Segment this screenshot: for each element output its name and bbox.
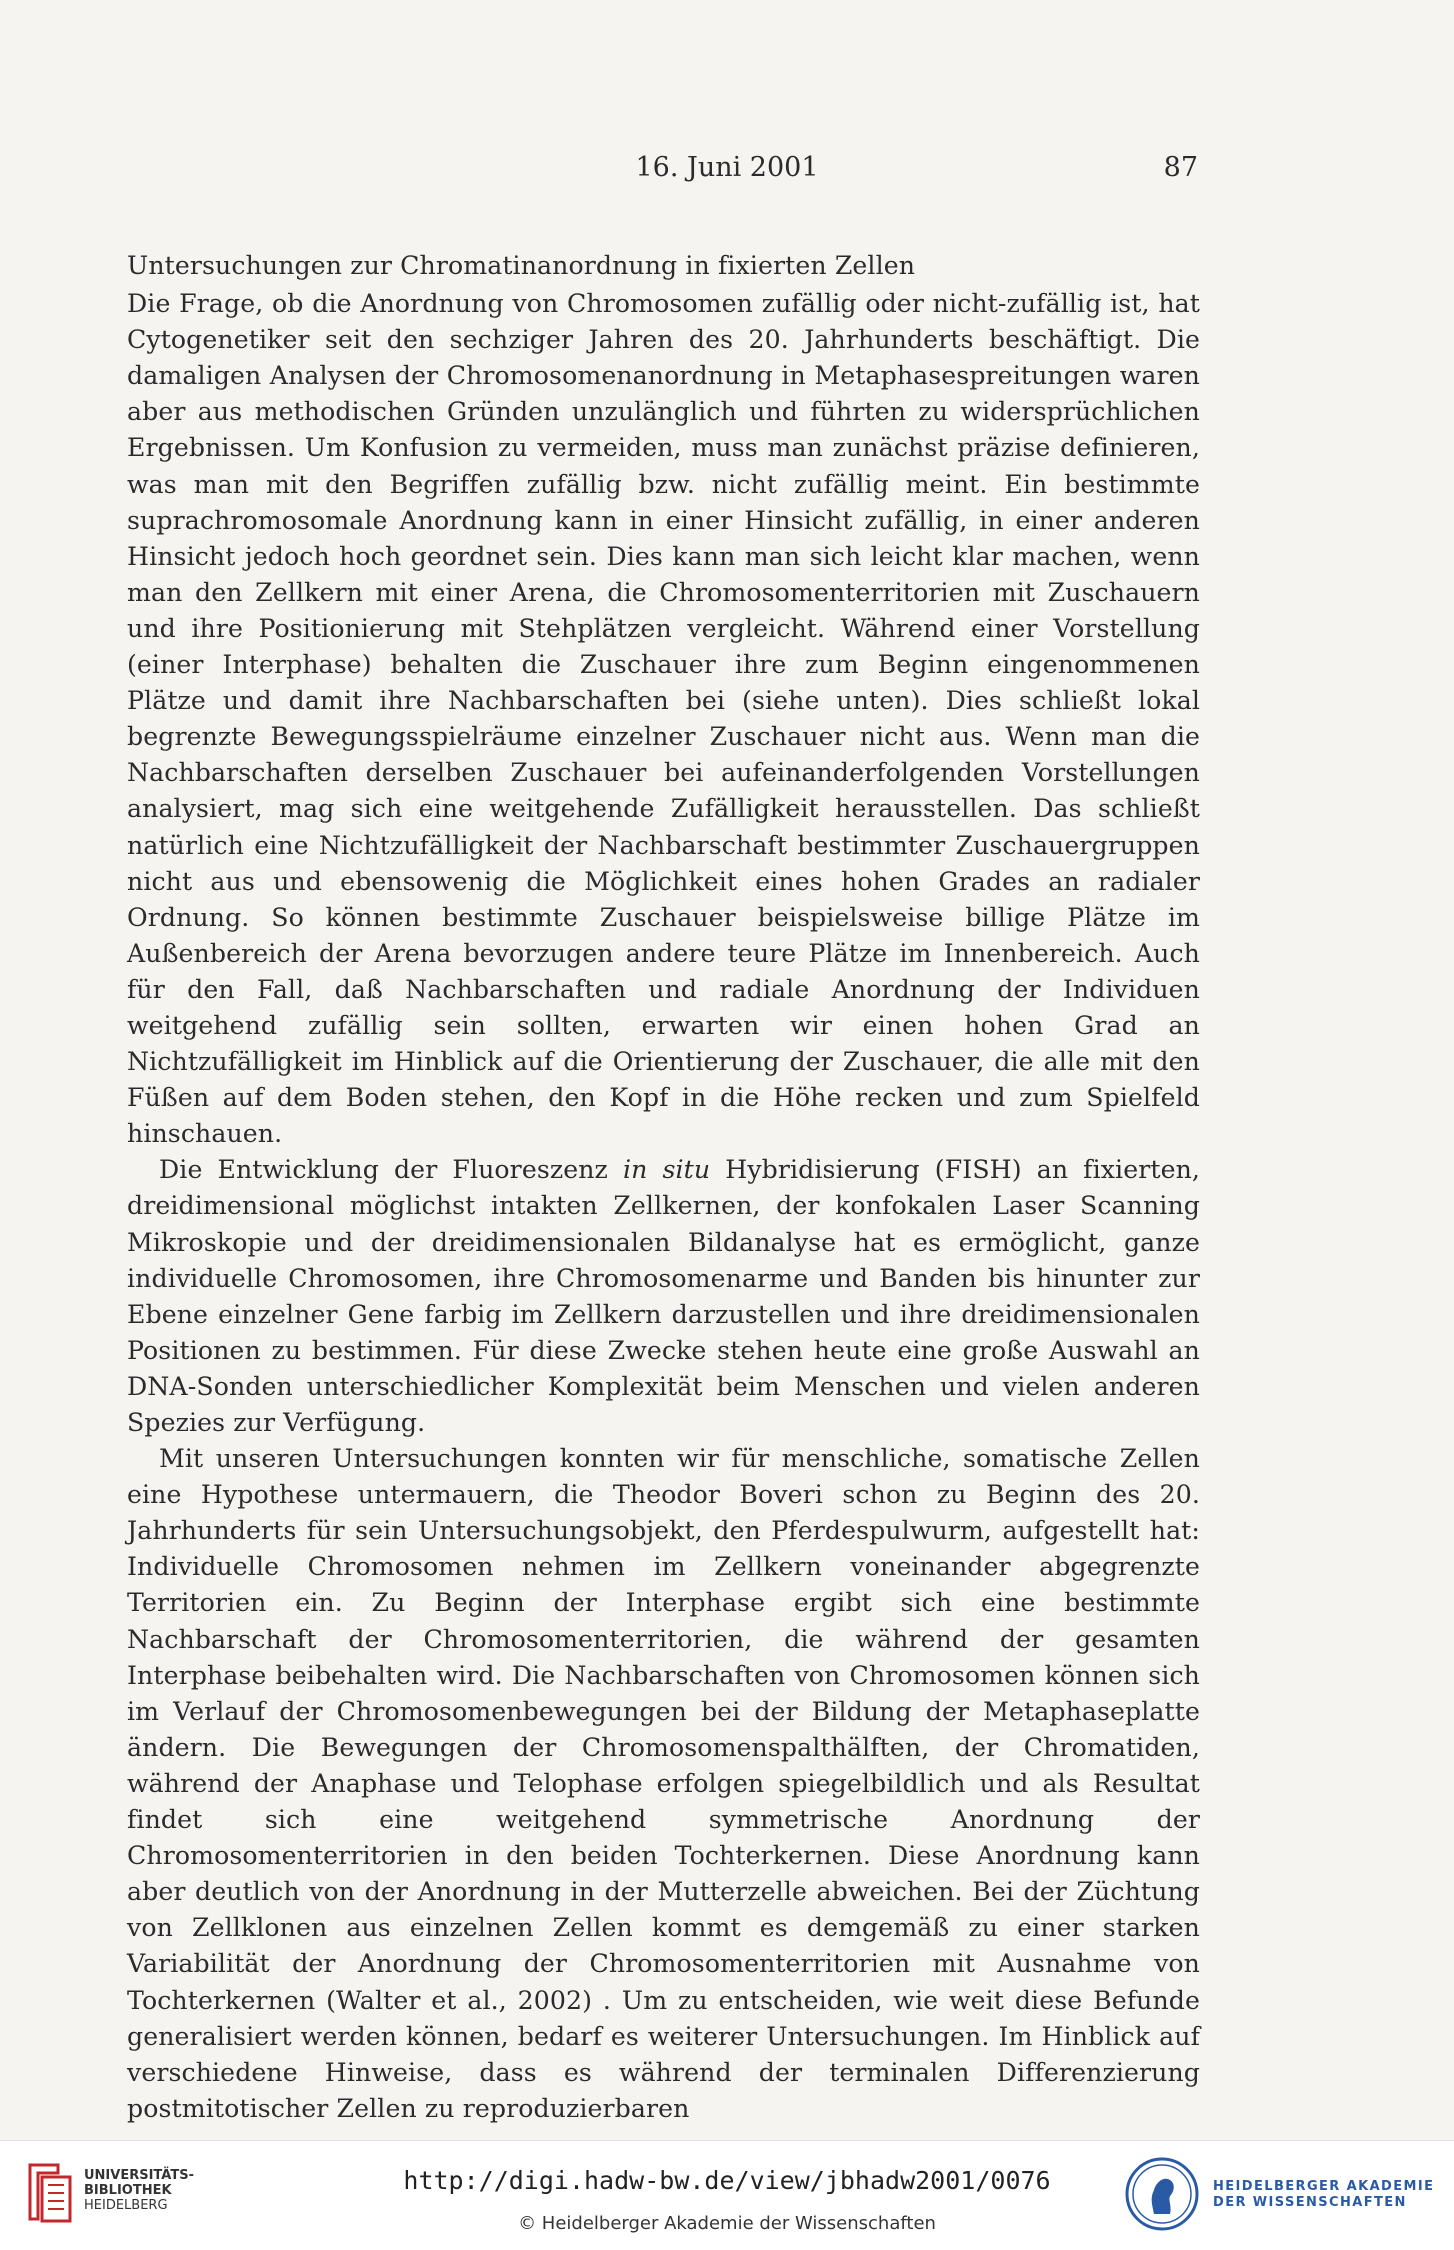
academy-name-line-1: HEIDELBERGER AKADEMIE (1213, 2179, 1435, 2194)
paragraph-3: Mit unseren Untersuchungen konnten wir für menschliche, somatische Zellen eine Hypothese untermauern, die Theodor Boveri schon zu Beginn des 20. Jahrhunderts für sein Untersuchungsobjekt, den Pferdespulwurm, aufgestellt hat: Individuelle Chromosomen nehmen im Zellkern voneinander abgegrenzte Territorien ein. Zu Beginn der Interphase ergibt sich eine bestimmte Nachbarschaft der Chromosomenterritorien, die während der gesamten Interphase beibehalten wird. Die Nachbarschaften von Chromosomen können sich im Verlauf der Chromosomenbewegungen bei der Bildung der Metaphaseplatte ändern. Die Bewegungen der Chromosomenspalthälften, der Chromatiden, während der Anaphase und Telophase erfolgen spiegelbildlich und als Resultat findet sich eine weitgehend symmetrische Anordnung der Chromosomenterritorien in den beiden Tochterkernen. Diese Anordnung kann aber deutlich von der Anordnung in der Mutterzelle abweichen. Bei der Züchtung von Zellklonen aus einzelnen Zellen kommt es demgemäß zu einer starken Variabilität der Anordnung der Chromosomenterritorien mit Ausnahme von Tochterkernen (Walter et al., 2002) . Um zu entscheiden, wie weit diese Befunde generalisiert werden können, bedarf es weiterer Untersuchungen. Im Hinblick auf verschiedene Hinweise, dass es während der terminalen Differenzierung postmitotischer Zellen zu reproduzierbaren (127, 1444, 1200, 2123)
paragraph-2 (127, 1152, 1200, 1441)
academy-name-line-2: DER WISSENSCHAFTEN (1213, 2195, 1407, 2210)
page-number: 87 (1163, 152, 1198, 183)
paragraph-2-rest: Hybridisierung (FISH) an fixierten, dreidimensional möglichst intakten Zellkernen, der konfokalen Laser Scanning Mikroskopie und der dreidimensionalen Bildanalyse hat es ermöglicht, ganze individuelle Chromosomen, ihre Chromosomenarme und Banden bis hinunter zur Ebene einzelner Gene farbig im Zellkern darzustellen und ihre dreidimensionalen Positionen zu bestimmen. Für diese Zwecke stehen heute eine große Auswahl an DNA-Sonden unterschiedlicher Komplexität beim Menschen und vielen anderen Spezies zur Verfügung. (127, 1155, 1201, 1437)
copyright-notice: © Heidelberger Akademie der Wissenschaften (518, 2213, 936, 2234)
digitization-footer (0, 2140, 1454, 2250)
permalink-url[interactable]: http://digi.hadw-bw.de/view/jbhadw2001/0076 (403, 2166, 1051, 2195)
academy-name (1213, 2179, 1434, 2211)
academy-seal-icon (1124, 2156, 1200, 2232)
library-name-line-3: HEIDELBERG (84, 2198, 168, 2213)
section-heading: Untersuchungen zur Chromatinanordnung in fixierten Zellen (127, 251, 916, 280)
library-name-line-1: UNIVERSITÄTS- (84, 2168, 194, 2183)
main-text (127, 248, 1200, 2127)
running-head (0, 152, 1454, 192)
running-head-date: 16. Juni 2001 (635, 152, 819, 183)
library-name-line-2: BIBLIOTHEK (84, 2183, 172, 2198)
paragraph-2-italic: in situ (622, 1155, 711, 1185)
paragraph-2-start: Die Entwicklung der Fluoreszenz (159, 1155, 623, 1185)
paragraph-1: Die Frage, ob die Anordnung von Chromosomen zufällig oder nicht-zufällig ist, hat Cytogenetiker seit den sechziger Jahren des 20. Jahrhunderts beschäftigt. Die damaligen Analysen der Chromosomenanordnung in Metaphasespreitungen waren aber aus methodischen Gründen unzulänglich und führten zu widersprüchlichen Ergebnissen. Um Konfusion zu vermeiden, muss man zunächst präzise definieren, was man mit den Begriffen zufällig bzw. nicht zufällig meint. Ein bestimmte suprachromosomale Anordnung kann in einer Hinsicht zufällig, in einer anderen Hinsicht jedoch hoch geordnet sein. Dies kann man sich leicht klar machen, wenn man den Zellkern mit einer Arena, die Chromosomenterritorien mit Zuschauern und ihre Positionierung mit Stehplätzen vergleicht. Während einer Vorstellung (einer Interphase) behalten die Zuschauer ihre zum Beginn eingenommenen Plätze und damit ihre Nachbarschaften bei (siehe unten). Dies schließt lokal begrenzte Bewegungsspielräume einzelner Zuschauer nicht aus. Wenn man die Nachbarschaften derselben Zuschauer bei aufeinanderfolgenden Vorstellungen analysiert, mag sich eine weitgehende Zufälligkeit herausstellen. Das schließt natürlich eine Nichtzufälligkeit der Nachbarschaft bestimmter Zuschauergruppen nicht aus und ebensowenig die Möglichkeit eines hohen Grades an radialer Ordnung. So können bestimmte Zuschauer beispielsweise billige Plätze im Außenbereich der Arena bevorzugen andere teure Plätze im Innenbereich. Auch für den Fall, daß Nachbarschaften und radiale Anordnung der Individuen weitgehend zufällig sein sollten, erwarten wir einen hohen Grad an Nichtzufälligkeit im Hinblick auf die Orientierung der Zuschauer, die alle mit den Füßen auf dem Boden stehen, den Kopf in die Höhe recken und zum Spielfeld hinschauen. (127, 289, 1200, 1149)
